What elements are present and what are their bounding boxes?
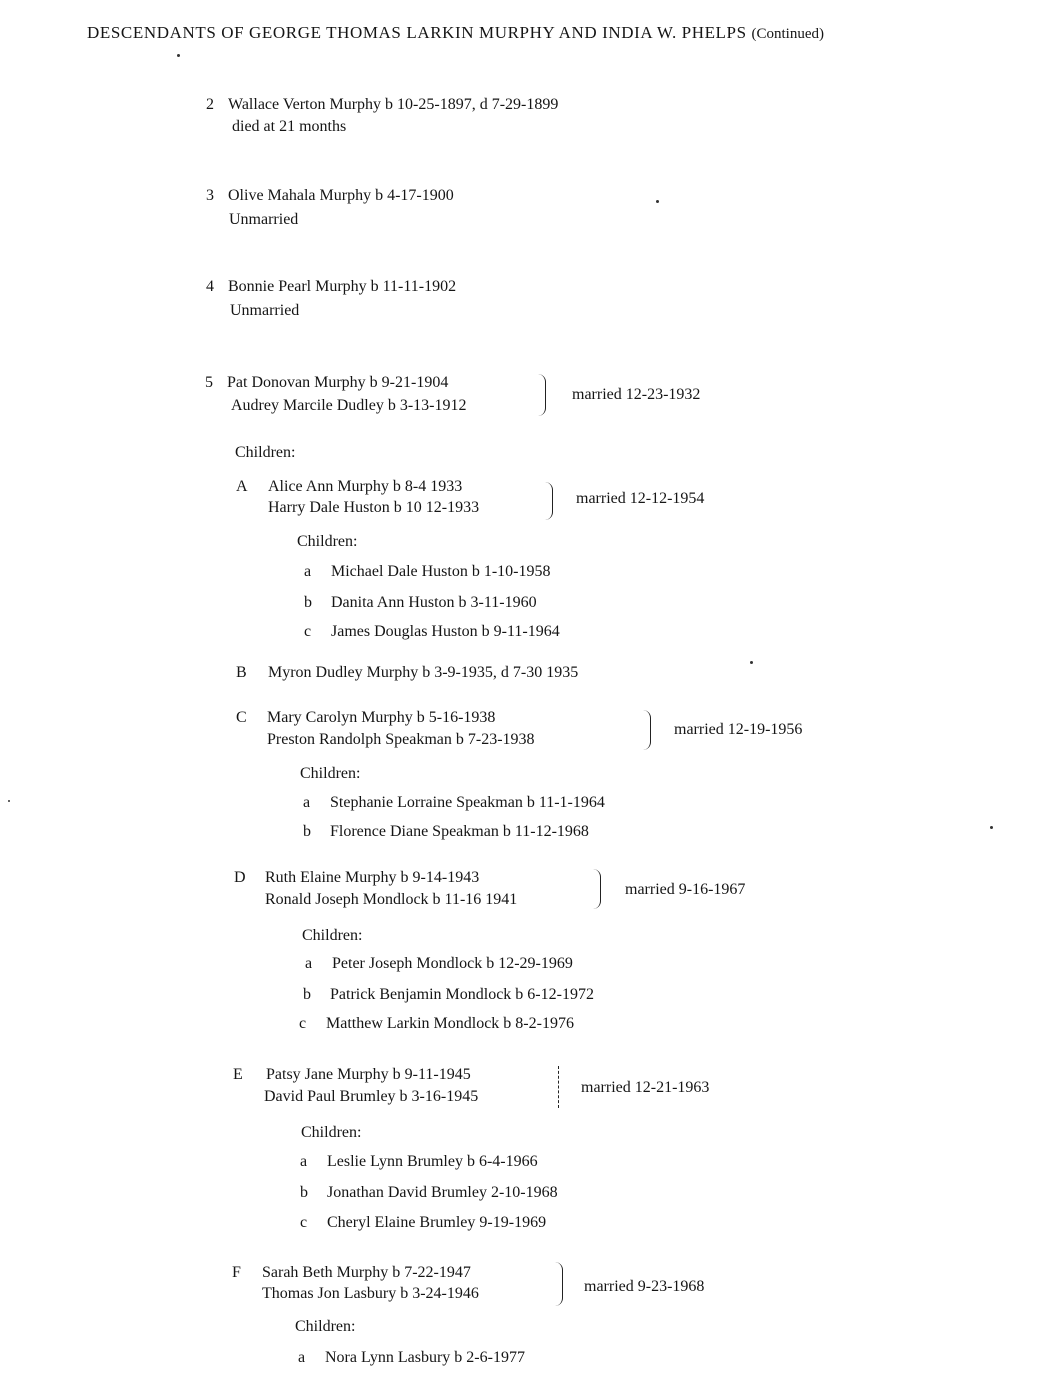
child-line: Mary Carolyn Murphy b 5-16-1938	[267, 709, 496, 726]
grandchild-item: a Leslie Lynn Brumley b 6-4-1966	[300, 1153, 538, 1170]
brace-icon	[551, 1066, 559, 1108]
entry-4-note: Unmarried	[230, 302, 300, 319]
child-line: Sarah Beth Murphy b 7-22-1947	[262, 1264, 471, 1281]
entry-4	[206, 276, 456, 298]
child-letter: C	[236, 709, 247, 726]
grandchild-item: b Jonathan David Brumley 2-10-1968	[300, 1184, 558, 1201]
child-C-spouse: Preston Randolph Speakman b 7-23-1938	[267, 731, 535, 748]
entry-number: 3	[206, 187, 214, 204]
scan-speck	[990, 826, 993, 829]
brace-icon	[538, 374, 546, 416]
continued-label: (Continued)	[751, 26, 825, 42]
child-letter: B	[236, 664, 247, 681]
child-letter: E	[233, 1066, 243, 1083]
child-letter: D	[234, 869, 246, 886]
entry-5-spouse: Audrey Marcile Dudley b 3-13-1912	[231, 397, 467, 414]
brace-icon	[545, 482, 553, 520]
scan-speck	[750, 661, 753, 664]
grandchild-item: b Danita Ann Huston b 3-11-1960	[304, 594, 537, 611]
grandchild-item: b Patrick Benjamin Mondlock b 6-12-1972	[303, 986, 594, 1003]
title-text: DESCENDANTS OF GEORGE THOMAS LARKIN MURPHY AND INDIA W. PHELPS	[87, 23, 747, 42]
grandchild-item: a Nora Lynn Lasbury b 2-6-1977	[298, 1349, 525, 1366]
entry-line: Olive Mahala Murphy b 4-17-1900	[228, 187, 454, 204]
brace-icon	[643, 710, 651, 750]
child-B	[236, 662, 578, 684]
grandchild-item: a Michael Dale Huston b 1-10-1958	[304, 563, 551, 580]
marriage-date: married 12-21-1963	[581, 1079, 710, 1096]
child-line: Ruth Elaine Murphy b 9-14-1943	[265, 869, 480, 886]
child-E	[233, 1064, 471, 1086]
brace-icon	[555, 1262, 563, 1306]
child-F	[232, 1262, 471, 1284]
children-heading: Children:	[302, 927, 363, 944]
children-heading: Children:	[297, 533, 358, 550]
child-E-spouse: David Paul Brumley b 3-16-1945	[264, 1088, 479, 1105]
children-heading: Children:	[300, 765, 361, 782]
marriage-date: married 12-12-1954	[576, 490, 705, 507]
child-line: Patsy Jane Murphy b 9-11-1945	[266, 1066, 471, 1083]
scan-speck	[8, 800, 10, 802]
scan-speck	[656, 200, 659, 203]
page-title	[87, 22, 824, 45]
entry-3	[206, 185, 454, 207]
entry-2	[206, 94, 558, 116]
entry-number: 4	[206, 278, 214, 295]
marriage-date: married 12-23-1932	[572, 386, 701, 403]
grandchild-item: c Matthew Larkin Mondlock b 8-2-1976	[299, 1015, 574, 1032]
child-F-spouse: Thomas Jon Lasbury b 3-24-1946	[262, 1285, 479, 1302]
children-heading: Children:	[301, 1124, 362, 1141]
child-D-spouse: Ronald Joseph Mondlock b 11-16 1941	[265, 891, 518, 908]
entry-5	[205, 372, 448, 394]
entry-line: Wallace Verton Murphy b 10-25-1897, d 7-29-1899	[228, 96, 559, 113]
entry-line: Bonnie Pearl Murphy b 11-11-1902	[228, 278, 457, 295]
child-D	[234, 867, 479, 889]
brace-icon	[593, 869, 601, 909]
child-line: Myron Dudley Murphy b 3-9-1935, d 7-30 1935	[268, 664, 579, 681]
child-line: Alice Ann Murphy b 8-4 1933	[268, 478, 463, 495]
marriage-date: married 9-16-1967	[625, 881, 746, 898]
entry-number: 2	[206, 96, 214, 113]
child-C	[236, 707, 495, 729]
child-letter: F	[232, 1264, 241, 1281]
scan-speck	[177, 54, 180, 57]
child-letter: A	[236, 478, 248, 495]
marriage-date: married 9-23-1968	[584, 1278, 705, 1295]
children-heading: Children:	[295, 1318, 356, 1335]
marriage-date: married 12-19-1956	[674, 721, 803, 738]
grandchild-item: b Florence Diane Speakman b 11-12-1968	[303, 823, 589, 840]
entry-number: 5	[205, 374, 213, 391]
children-heading: Children:	[235, 444, 296, 461]
child-A-spouse: Harry Dale Huston b 10 12-1933	[268, 499, 480, 516]
grandchild-item: c James Douglas Huston b 9-11-1964	[304, 623, 560, 640]
grandchild-item: c Cheryl Elaine Brumley 9-19-1969	[300, 1214, 547, 1231]
entry-3-note: Unmarried	[229, 211, 299, 228]
entry-2-note: died at 21 months	[232, 118, 347, 135]
entry-line: Pat Donovan Murphy b 9-21-1904	[227, 374, 449, 391]
grandchild-item: a Peter Joseph Mondlock b 12-29-1969	[305, 955, 573, 972]
child-A	[236, 476, 462, 498]
grandchild-item: a Stephanie Lorraine Speakman b 11-1-1964	[303, 794, 605, 811]
